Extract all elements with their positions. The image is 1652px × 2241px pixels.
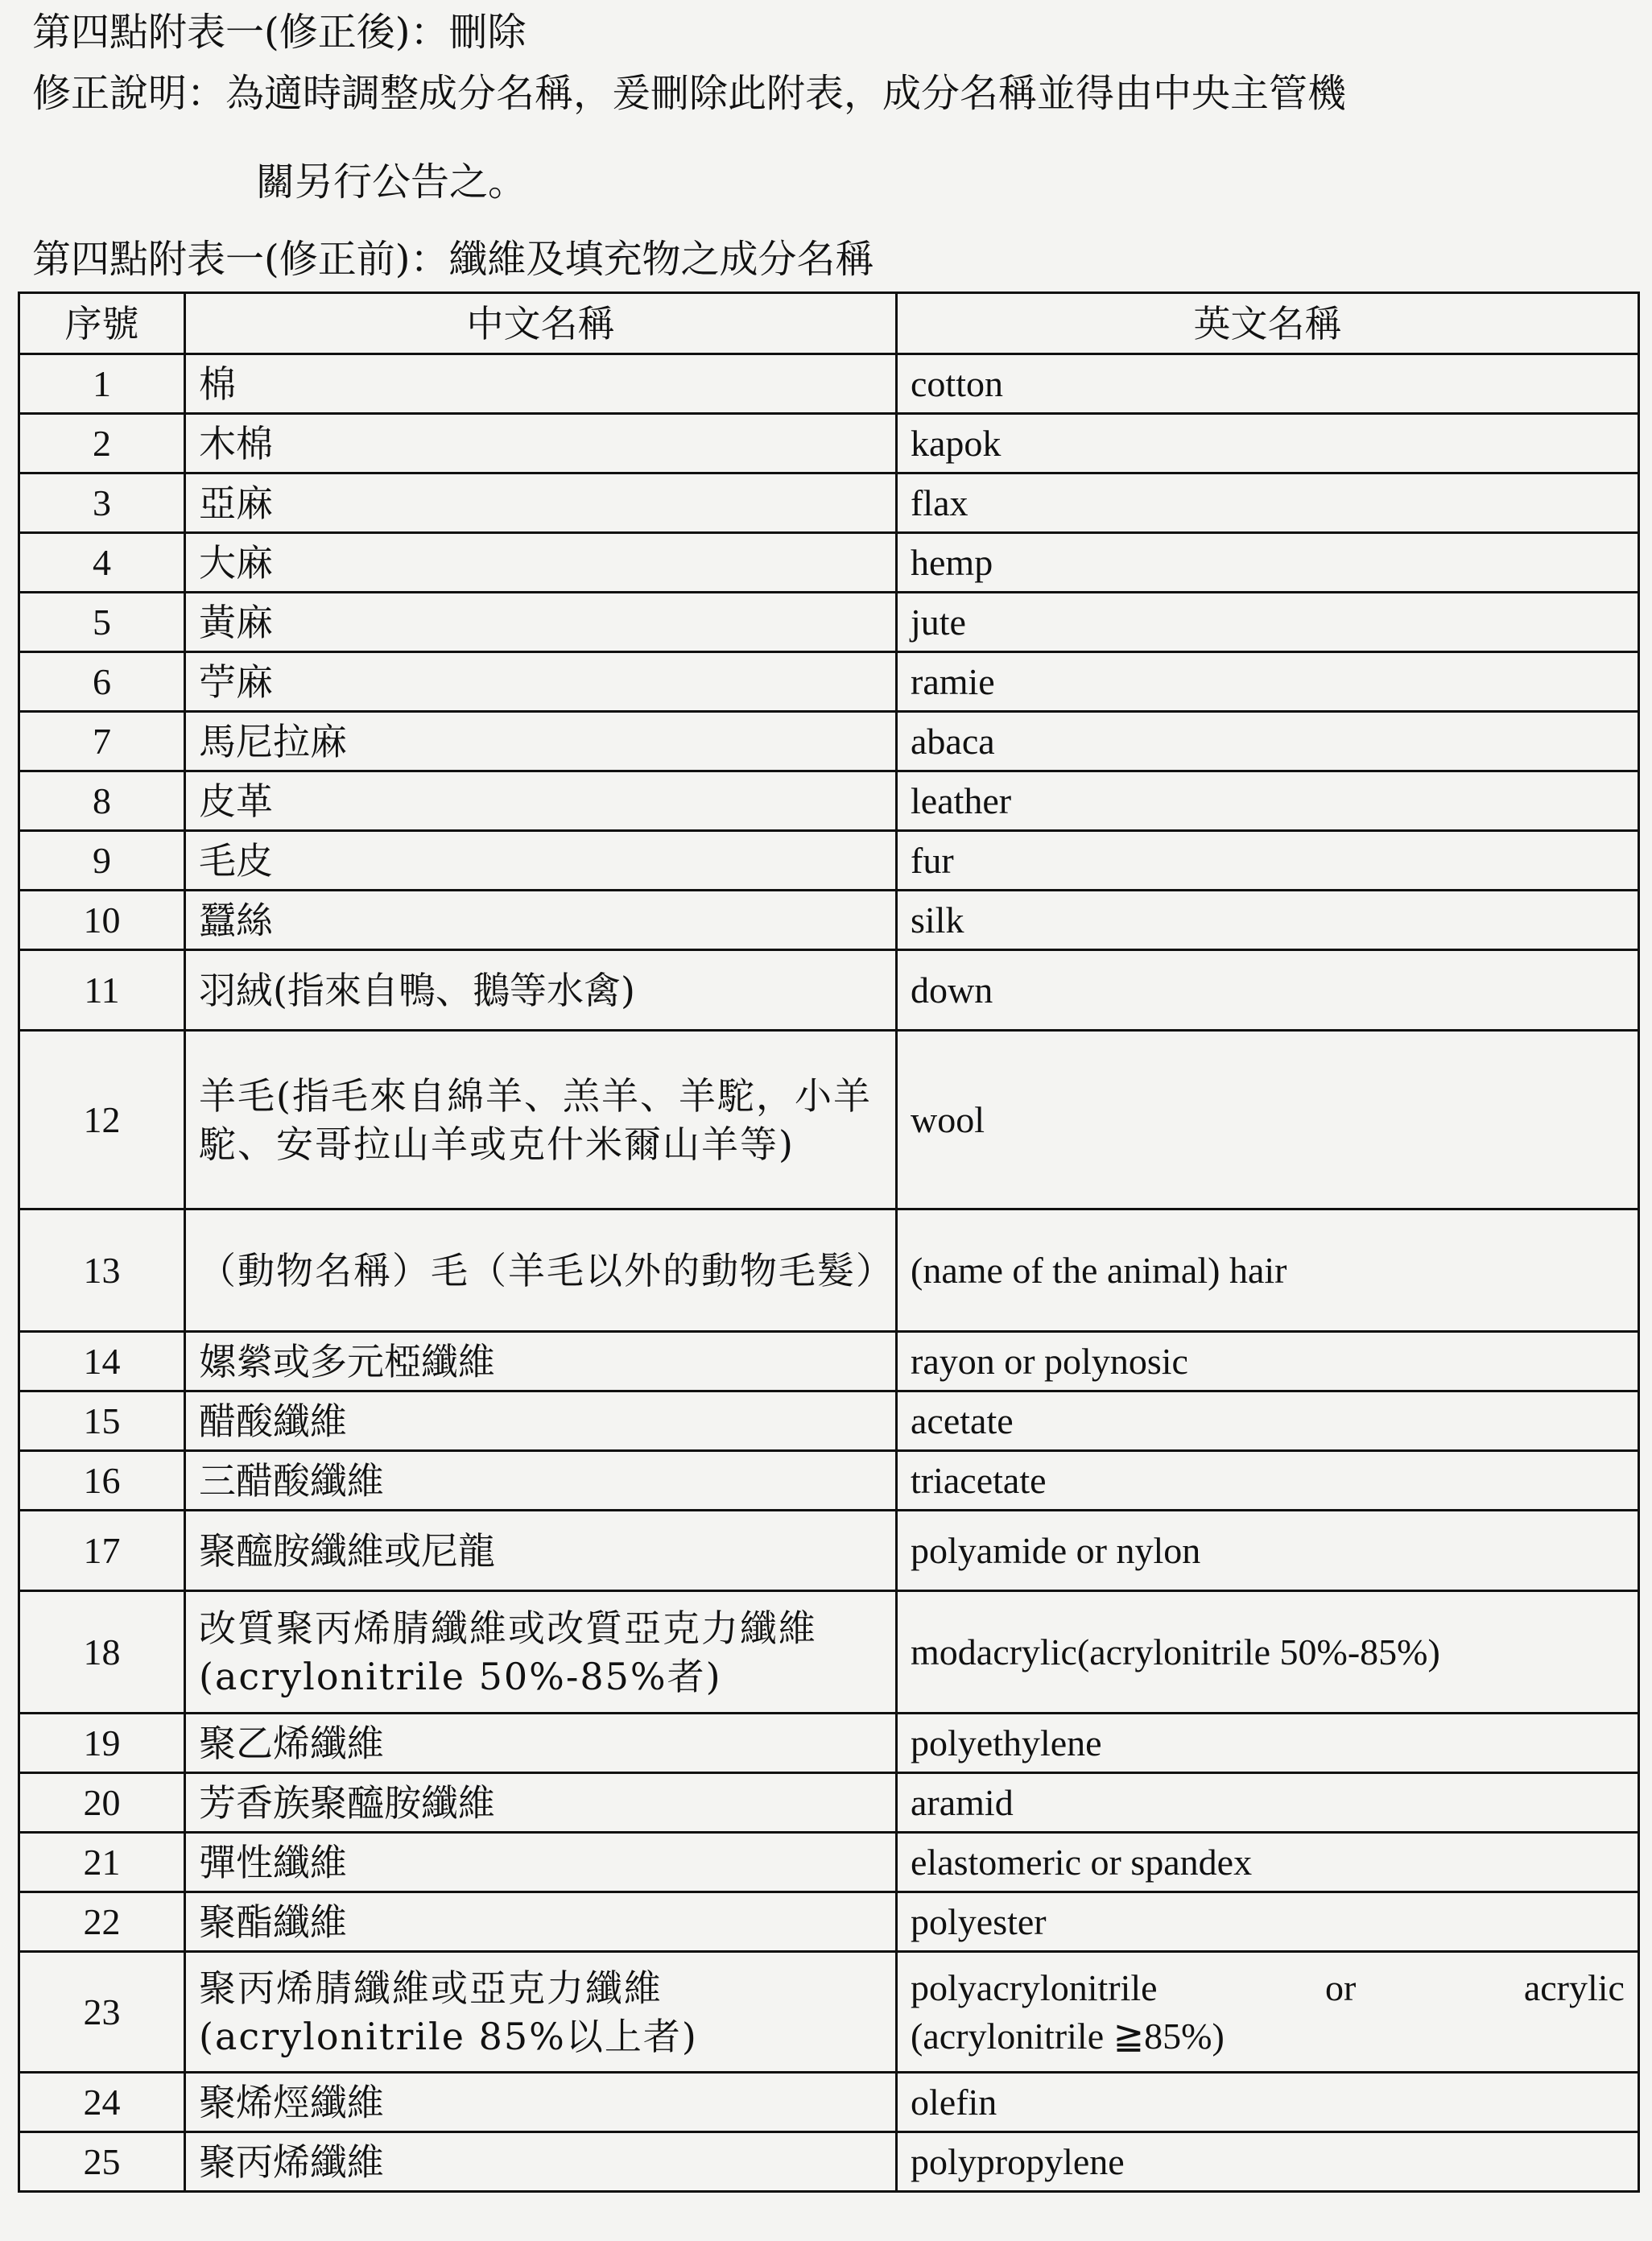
- row-number: 2: [19, 414, 185, 473]
- table-row: [19, 533, 1639, 593]
- english-name: elastomeric or spandex: [897, 1833, 1639, 1892]
- english-name: fur: [897, 831, 1639, 891]
- table-row: [19, 1511, 1639, 1591]
- english-name: (name of the animal) hair: [897, 1209, 1639, 1332]
- table-row: [19, 1391, 1639, 1451]
- header-chinese: 中文名稱: [185, 293, 897, 354]
- english-word: acrylic: [1523, 1966, 1625, 2008]
- chinese-name: 大麻: [185, 533, 897, 593]
- chinese-name: 醋酸纖維: [185, 1391, 897, 1451]
- english-name: triacetate: [897, 1451, 1639, 1511]
- row-number: 7: [19, 712, 185, 771]
- chinese-name: 芳香族聚醯胺纖維: [185, 1773, 897, 1833]
- table-row: [19, 712, 1639, 771]
- chinese-name: 改質聚丙烯腈纖維或改質亞克力纖維(acrylonitrile 50%-85%者): [185, 1591, 897, 1714]
- english-name: wool: [897, 1031, 1639, 1209]
- table-header-row: [19, 293, 1639, 354]
- chinese-name: 苧麻: [185, 652, 897, 712]
- table-row: [19, 1714, 1639, 1773]
- table-row: [19, 1451, 1639, 1511]
- row-number: 13: [19, 1209, 185, 1332]
- table-row: [19, 1773, 1639, 1833]
- chinese-name: 棉: [185, 354, 897, 414]
- chinese-name: 聚乙烯纖維: [185, 1714, 897, 1773]
- english-name: modacrylic(acrylonitrile 50%-85%): [897, 1591, 1639, 1714]
- chinese-name: 皮革: [185, 771, 897, 831]
- english-name: rayon or polynosic: [897, 1332, 1639, 1391]
- chinese-name: 聚丙烯腈纖維或亞克力纖維(acrylonitrile 85%以上者): [185, 1952, 897, 2073]
- heading-amended: 第四點附表一(修正後)：刪除: [32, 10, 527, 55]
- fiber-names-table: [18, 291, 1640, 2193]
- table-row: [19, 891, 1639, 950]
- table-row: [19, 593, 1639, 652]
- english-name: kapok: [897, 414, 1639, 473]
- table-row: [19, 1952, 1639, 2073]
- table-row: [19, 1591, 1639, 1714]
- row-number: 20: [19, 1773, 185, 1833]
- english-name: polyethylene: [897, 1714, 1639, 1773]
- table-row: [19, 2132, 1639, 2192]
- header-english: 英文名稱: [897, 293, 1639, 354]
- row-number: 10: [19, 891, 185, 950]
- chinese-name: 羽絨(指來自鴨、鵝等水禽): [185, 950, 897, 1031]
- english-name: acetate: [897, 1391, 1639, 1451]
- table-row: [19, 1209, 1639, 1332]
- table-row: [19, 354, 1639, 414]
- table-row: [19, 771, 1639, 831]
- chinese-name: 彈性纖維: [185, 1833, 897, 1892]
- english-name: [897, 1952, 1639, 2073]
- english-name-line2: (acrylonitrile ≧85%): [911, 2015, 1225, 2057]
- english-name: polyamide or nylon: [897, 1511, 1639, 1591]
- table-row: [19, 1332, 1639, 1391]
- row-number: 17: [19, 1511, 185, 1591]
- chinese-name: 亞麻: [185, 473, 897, 533]
- row-number: 9: [19, 831, 185, 891]
- english-name: polyester: [897, 1892, 1639, 1952]
- chinese-name: 馬尼拉麻: [185, 712, 897, 771]
- row-number: 18: [19, 1591, 185, 1714]
- header-no: 序號: [19, 293, 185, 354]
- english-name: silk: [897, 891, 1639, 950]
- english-name: abaca: [897, 712, 1639, 771]
- english-name: cotton: [897, 354, 1639, 414]
- chinese-name: 羊毛(指毛來自綿羊、羔羊、羊駝，小羊駝、安哥拉山羊或克什米爾山羊等): [185, 1031, 897, 1209]
- chinese-name: 黃麻: [185, 593, 897, 652]
- english-name-line1: [911, 1964, 1625, 2012]
- english-name: flax: [897, 473, 1639, 533]
- row-number: 24: [19, 2073, 185, 2132]
- row-number: 11: [19, 950, 185, 1031]
- table-row: [19, 652, 1639, 712]
- chinese-name: 聚酯纖維: [185, 1892, 897, 1952]
- row-number: 1: [19, 354, 185, 414]
- chinese-name: 聚烯烴纖維: [185, 2073, 897, 2132]
- table-row: [19, 950, 1639, 1031]
- english-name: hemp: [897, 533, 1639, 593]
- row-number: 14: [19, 1332, 185, 1391]
- row-number: 5: [19, 593, 185, 652]
- english-name: jute: [897, 593, 1639, 652]
- row-number: 25: [19, 2132, 185, 2192]
- row-number: 3: [19, 473, 185, 533]
- row-number: 19: [19, 1714, 185, 1773]
- row-number: 23: [19, 1952, 185, 2073]
- amendment-explanation: 修正說明：為適時調整成分名稱，爰刪除此附表，成分名稱並得由中央主管機: [32, 71, 1347, 116]
- row-number: 4: [19, 533, 185, 593]
- table-row: [19, 1833, 1639, 1892]
- chinese-name: 三醋酸纖維: [185, 1451, 897, 1511]
- english-name: aramid: [897, 1773, 1639, 1833]
- table-row: [19, 1031, 1639, 1209]
- table-row: [19, 473, 1639, 533]
- chinese-name: 聚醯胺纖維或尼龍: [185, 1511, 897, 1591]
- table-row: [19, 2073, 1639, 2132]
- row-number: 6: [19, 652, 185, 712]
- table-row: [19, 414, 1639, 473]
- table-title: 第四點附表一(修正前)：纖維及填充物之成分名稱: [32, 237, 874, 282]
- table-row: [19, 831, 1639, 891]
- row-number: 15: [19, 1391, 185, 1451]
- english-name: leather: [897, 771, 1639, 831]
- chinese-name: 木棉: [185, 414, 897, 473]
- english-name: down: [897, 950, 1639, 1031]
- amendment-explanation-cont: 關另行公告之。: [256, 159, 527, 205]
- row-number: 12: [19, 1031, 185, 1209]
- chinese-name: 聚丙烯纖維: [185, 2132, 897, 2192]
- row-number: 21: [19, 1833, 185, 1892]
- english-word: or: [1325, 1966, 1357, 2008]
- chinese-name: 蠶絲: [185, 891, 897, 950]
- row-number: 22: [19, 1892, 185, 1952]
- chinese-name: （動物名稱）毛（羊毛以外的動物毛髮）: [185, 1209, 897, 1332]
- english-name: ramie: [897, 652, 1639, 712]
- chinese-name: 毛皮: [185, 831, 897, 891]
- table-row: [19, 1892, 1639, 1952]
- english-name: polypropylene: [897, 2132, 1639, 2192]
- english-name: olefin: [897, 2073, 1639, 2132]
- chinese-name: 嫘縈或多元椏纖維: [185, 1332, 897, 1391]
- row-number: 8: [19, 771, 185, 831]
- english-word: polyacrylonitrile: [911, 1966, 1158, 2008]
- row-number: 16: [19, 1451, 185, 1511]
